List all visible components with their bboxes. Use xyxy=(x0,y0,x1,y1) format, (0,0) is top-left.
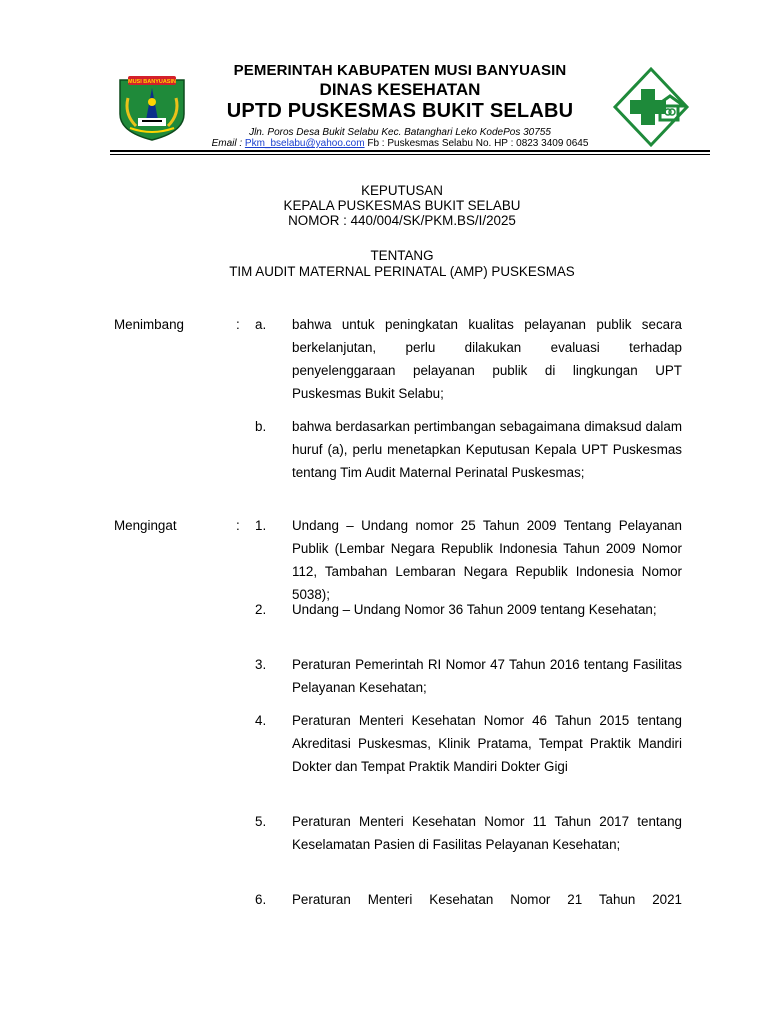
menimbang-marker-b: b. xyxy=(255,419,267,434)
mengingat-item-3: Peraturan Pemerintah RI Nomor 47 Tahun 2016 tentang Fasilitas Pelayanan Kesehatan; xyxy=(292,657,682,695)
mengingat-item-5: Peraturan Menteri Kesehatan Nomor 11 Tahun 2017 tentang Keselamatan Pasien di Fasilitas Pelayanan Kesehatan; xyxy=(292,814,682,852)
letterhead-government: PEMERINTAH KABUPATEN MUSI BANYUASIN xyxy=(233,62,567,79)
decree-issuer: KEPALA PUSKESMAS BUKIT SELABU xyxy=(283,198,521,213)
letterhead-rule-thick xyxy=(110,150,710,152)
mengingat-marker-6: 6. xyxy=(255,892,267,907)
menimbang-item-b: bahwa berdasarkan pertimbangan sebagaimana dimaksud dalam huruf (a), perlu menetapkan Keputusan Kepala UPT Puskesmas tentang Tim Audit Maternal Perinatal Puskesmas; xyxy=(292,419,682,480)
puskesmas-emblem-icon xyxy=(612,66,690,148)
menimbang-marker-a: a. xyxy=(255,317,267,332)
contact-details: Fb : Puskesmas Selabu No. HP : 0823 3409 0645 xyxy=(364,138,589,149)
mengingat-marker-5: 5. xyxy=(255,814,267,829)
menimbang-label: Menimbang xyxy=(114,317,184,332)
email-label: Email : xyxy=(211,138,245,149)
menimbang-item-a: bahwa untuk peningkatan kualitas pelayanan publik secara berkelanjutan, perlu dilakukan evaluasi terhadap penyelenggaraan pelayanan publik di lingkungan UPT Puskesmas Bukit Selabu; xyxy=(292,317,682,401)
decree-subject: TIM AUDIT MATERNAL PERINATAL (AMP) PUSKESMAS xyxy=(229,264,575,279)
mengingat-colon: : xyxy=(236,518,240,533)
mengingat-marker-1: 1. xyxy=(255,518,267,533)
letterhead-rule-thin xyxy=(110,154,710,155)
mengingat-item-1: Undang – Undang nomor 25 Tahun 2009 Tentang Pelayanan Publik (Lembar Negara Republik Indonesia Tahun 2009 Nomor 112, Tambahan Lembaran Negara Republik Indonesia Nomor 5038); xyxy=(292,518,682,602)
mengingat-label: Mengingat xyxy=(114,518,177,533)
letterhead-address: Jln. Poros Desa Bukit Selabu Kec. Batanghari Leko KodePos 30755 xyxy=(249,127,551,138)
musi-banyuasin-emblem-icon xyxy=(114,70,190,142)
decree-about-label: TENTANG xyxy=(370,248,434,263)
mengingat-item-2: Undang – Undang Nomor 36 Tahun 2009 tentang Kesehatan; xyxy=(292,602,657,617)
mengingat-item-4: Peraturan Menteri Kesehatan Nomor 46 Tahun 2015 tentang Akreditasi Puskesmas, Klinik Pratama, Tempat Praktik Mandiri Dokter dan Tempat Praktik Mandiri Dokter Gigi xyxy=(292,713,682,774)
letterhead-agency: DINAS KESEHATAN xyxy=(319,80,481,99)
email-link[interactable]: Pkm_bselabu@yahoo.com xyxy=(244,138,365,149)
mengingat-item-6: Peraturan Menteri Kesehatan Nomor 21 Tahun 2021 xyxy=(292,892,682,907)
decree-title: KEPUTUSAN xyxy=(361,183,443,198)
mengingat-marker-2: 2. xyxy=(255,602,267,617)
mengingat-marker-3: 3. xyxy=(255,657,267,672)
emblem-banner-text: MUSI BANYUASIN xyxy=(128,79,176,85)
mengingat-marker-4: 4. xyxy=(255,713,267,728)
decree-number: NOMOR : 440/004/SK/PKM.BS/I/2025 xyxy=(288,213,516,228)
letterhead-institution: UPTD PUSKESMAS BUKIT SELABU xyxy=(226,100,574,122)
letterhead-contact xyxy=(150,138,650,149)
menimbang-colon: : xyxy=(236,317,240,332)
